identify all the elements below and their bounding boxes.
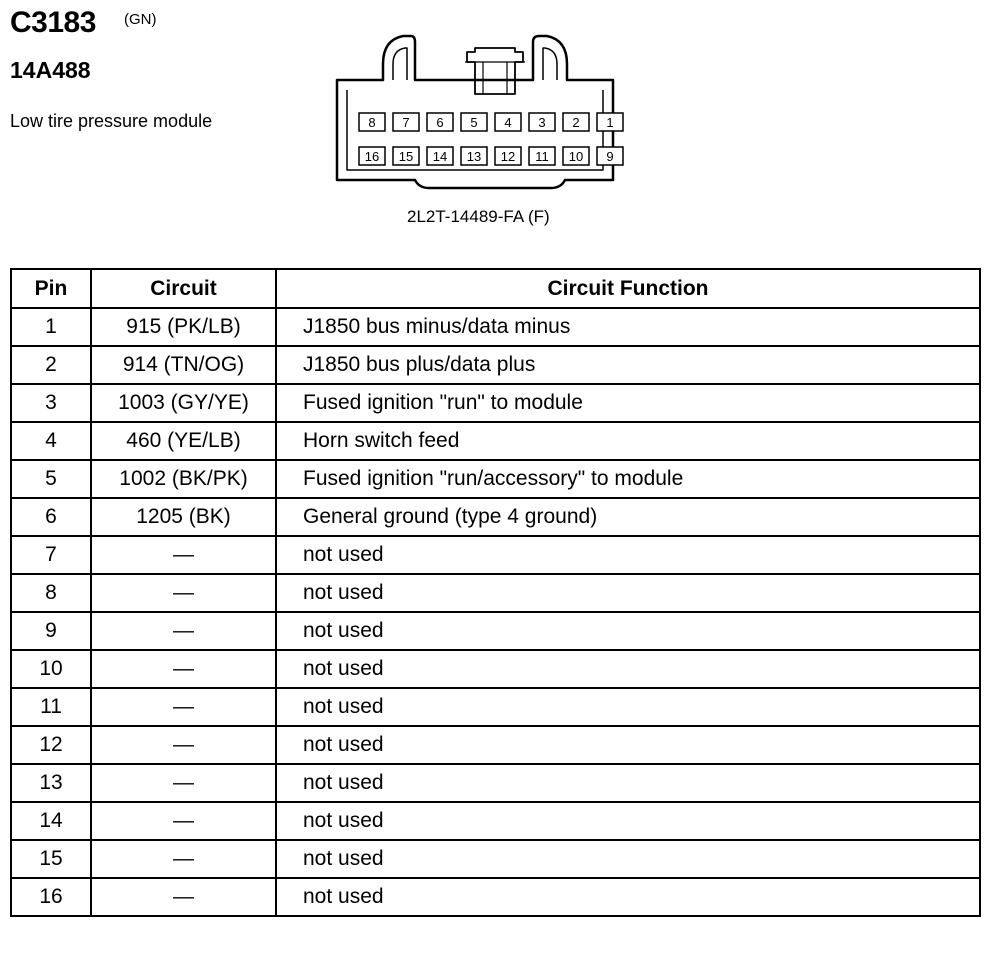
table-row	[11, 346, 980, 384]
pin-cell: 16	[11, 878, 91, 916]
circuit-function-cell: not used	[276, 536, 980, 574]
circuit-function-cell: J1850 bus minus/data minus	[276, 308, 980, 346]
table-row	[11, 612, 980, 650]
pin-cell: 10	[11, 650, 91, 688]
circuit-cell: 1003 (GY/YE)	[91, 384, 276, 422]
circuit-cell: —	[91, 726, 276, 764]
pin-cell: 4	[11, 422, 91, 460]
circuit-cell: —	[91, 840, 276, 878]
pin-number-label: 9	[606, 149, 614, 164]
table-row	[11, 422, 980, 460]
pinout-table	[10, 268, 981, 917]
table-row	[11, 840, 980, 878]
header-pin: Pin	[11, 269, 91, 308]
pin-number-label: 7	[402, 115, 410, 130]
pin-number-label: 5	[470, 115, 478, 130]
pin-cell: 5	[11, 460, 91, 498]
table-row	[11, 574, 980, 612]
right-latch-arm	[543, 48, 557, 80]
table-row	[11, 764, 980, 802]
pin-number-label: 8	[368, 115, 376, 130]
table-row	[11, 688, 980, 726]
circuit-function-cell: not used	[276, 878, 980, 916]
pin-number-label: 11	[535, 149, 549, 164]
table-row	[11, 536, 980, 574]
connector-id: C3183	[10, 6, 96, 39]
pin-grid	[359, 113, 623, 165]
circuit-function-cell: not used	[276, 726, 980, 764]
circuit-function-cell: not used	[276, 764, 980, 802]
pin-cell: 11	[11, 688, 91, 726]
circuit-function-cell: not used	[276, 840, 980, 878]
lock-tab	[467, 48, 523, 94]
table-row	[11, 650, 980, 688]
pin-number-label: 16	[364, 149, 380, 164]
table-row	[11, 308, 980, 346]
circuit-function-cell: not used	[276, 612, 980, 650]
pin-cell: 7	[11, 536, 91, 574]
lock-tab-inner	[483, 62, 507, 94]
connector-description: Low tire pressure module	[10, 111, 213, 131]
part-number: 14A488	[10, 57, 91, 83]
pin-number-label: 10	[568, 149, 584, 164]
circuit-function-cell: not used	[276, 802, 980, 840]
pin-number-label: 3	[538, 115, 546, 130]
circuit-cell: —	[91, 688, 276, 726]
table-row	[11, 384, 980, 422]
circuit-cell: 1205 (BK)	[91, 498, 276, 536]
circuit-function-cell: J1850 bus plus/data plus	[276, 346, 980, 384]
circuit-cell: —	[91, 802, 276, 840]
connector-code: 2L2T-14489-FA (F)	[407, 207, 550, 226]
header-circuit: Circuit	[91, 269, 276, 308]
pin-cell: 15	[11, 840, 91, 878]
pin-number-label: 6	[436, 115, 444, 130]
pin-cell: 13	[11, 764, 91, 802]
table-header-row	[11, 269, 980, 308]
pin-cell: 3	[11, 384, 91, 422]
pin-number-label: 12	[500, 149, 516, 164]
circuit-cell: 915 (PK/LB)	[91, 308, 276, 346]
circuit-cell: 1002 (BK/PK)	[91, 460, 276, 498]
table-row	[11, 802, 980, 840]
pin-number-label: 1	[606, 115, 614, 130]
connector-color: (GN)	[124, 11, 157, 28]
circuit-function-cell: not used	[276, 650, 980, 688]
table-row	[11, 460, 980, 498]
pin-cell: 2	[11, 346, 91, 384]
circuit-function-cell: General ground (type 4 ground)	[276, 498, 980, 536]
table-row	[11, 498, 980, 536]
circuit-cell: —	[91, 878, 276, 916]
table-body	[11, 308, 980, 916]
circuit-function-cell: Fused ignition "run/accessory" to module	[276, 460, 980, 498]
circuit-function-cell: Horn switch feed	[276, 422, 980, 460]
circuit-cell: —	[91, 650, 276, 688]
table-row	[11, 878, 980, 916]
pin-number-label: 13	[466, 149, 482, 164]
pin-cell: 6	[11, 498, 91, 536]
pin-number-label: 2	[572, 115, 580, 130]
header-circuit-function: Circuit Function	[276, 269, 980, 308]
circuit-cell: —	[91, 574, 276, 612]
circuit-function-cell: Fused ignition "run" to module	[276, 384, 980, 422]
pin-cell: 14	[11, 802, 91, 840]
pin-cell: 9	[11, 612, 91, 650]
pin-cell: 8	[11, 574, 91, 612]
circuit-cell: 914 (TN/OG)	[91, 346, 276, 384]
circuit-cell: —	[91, 764, 276, 802]
pin-cell: 12	[11, 726, 91, 764]
pin-number-label: 14	[432, 149, 448, 164]
left-latch-arm	[393, 48, 407, 80]
circuit-function-cell: not used	[276, 574, 980, 612]
circuit-cell: —	[91, 612, 276, 650]
pin-number-label: 4	[504, 115, 512, 130]
table-row	[11, 726, 980, 764]
pin-number-label: 15	[398, 149, 414, 164]
circuit-function-cell: not used	[276, 688, 980, 726]
pin-cell: 1	[11, 308, 91, 346]
circuit-cell: 460 (YE/LB)	[91, 422, 276, 460]
connector-face-diagram	[325, 28, 625, 198]
circuit-cell: —	[91, 536, 276, 574]
